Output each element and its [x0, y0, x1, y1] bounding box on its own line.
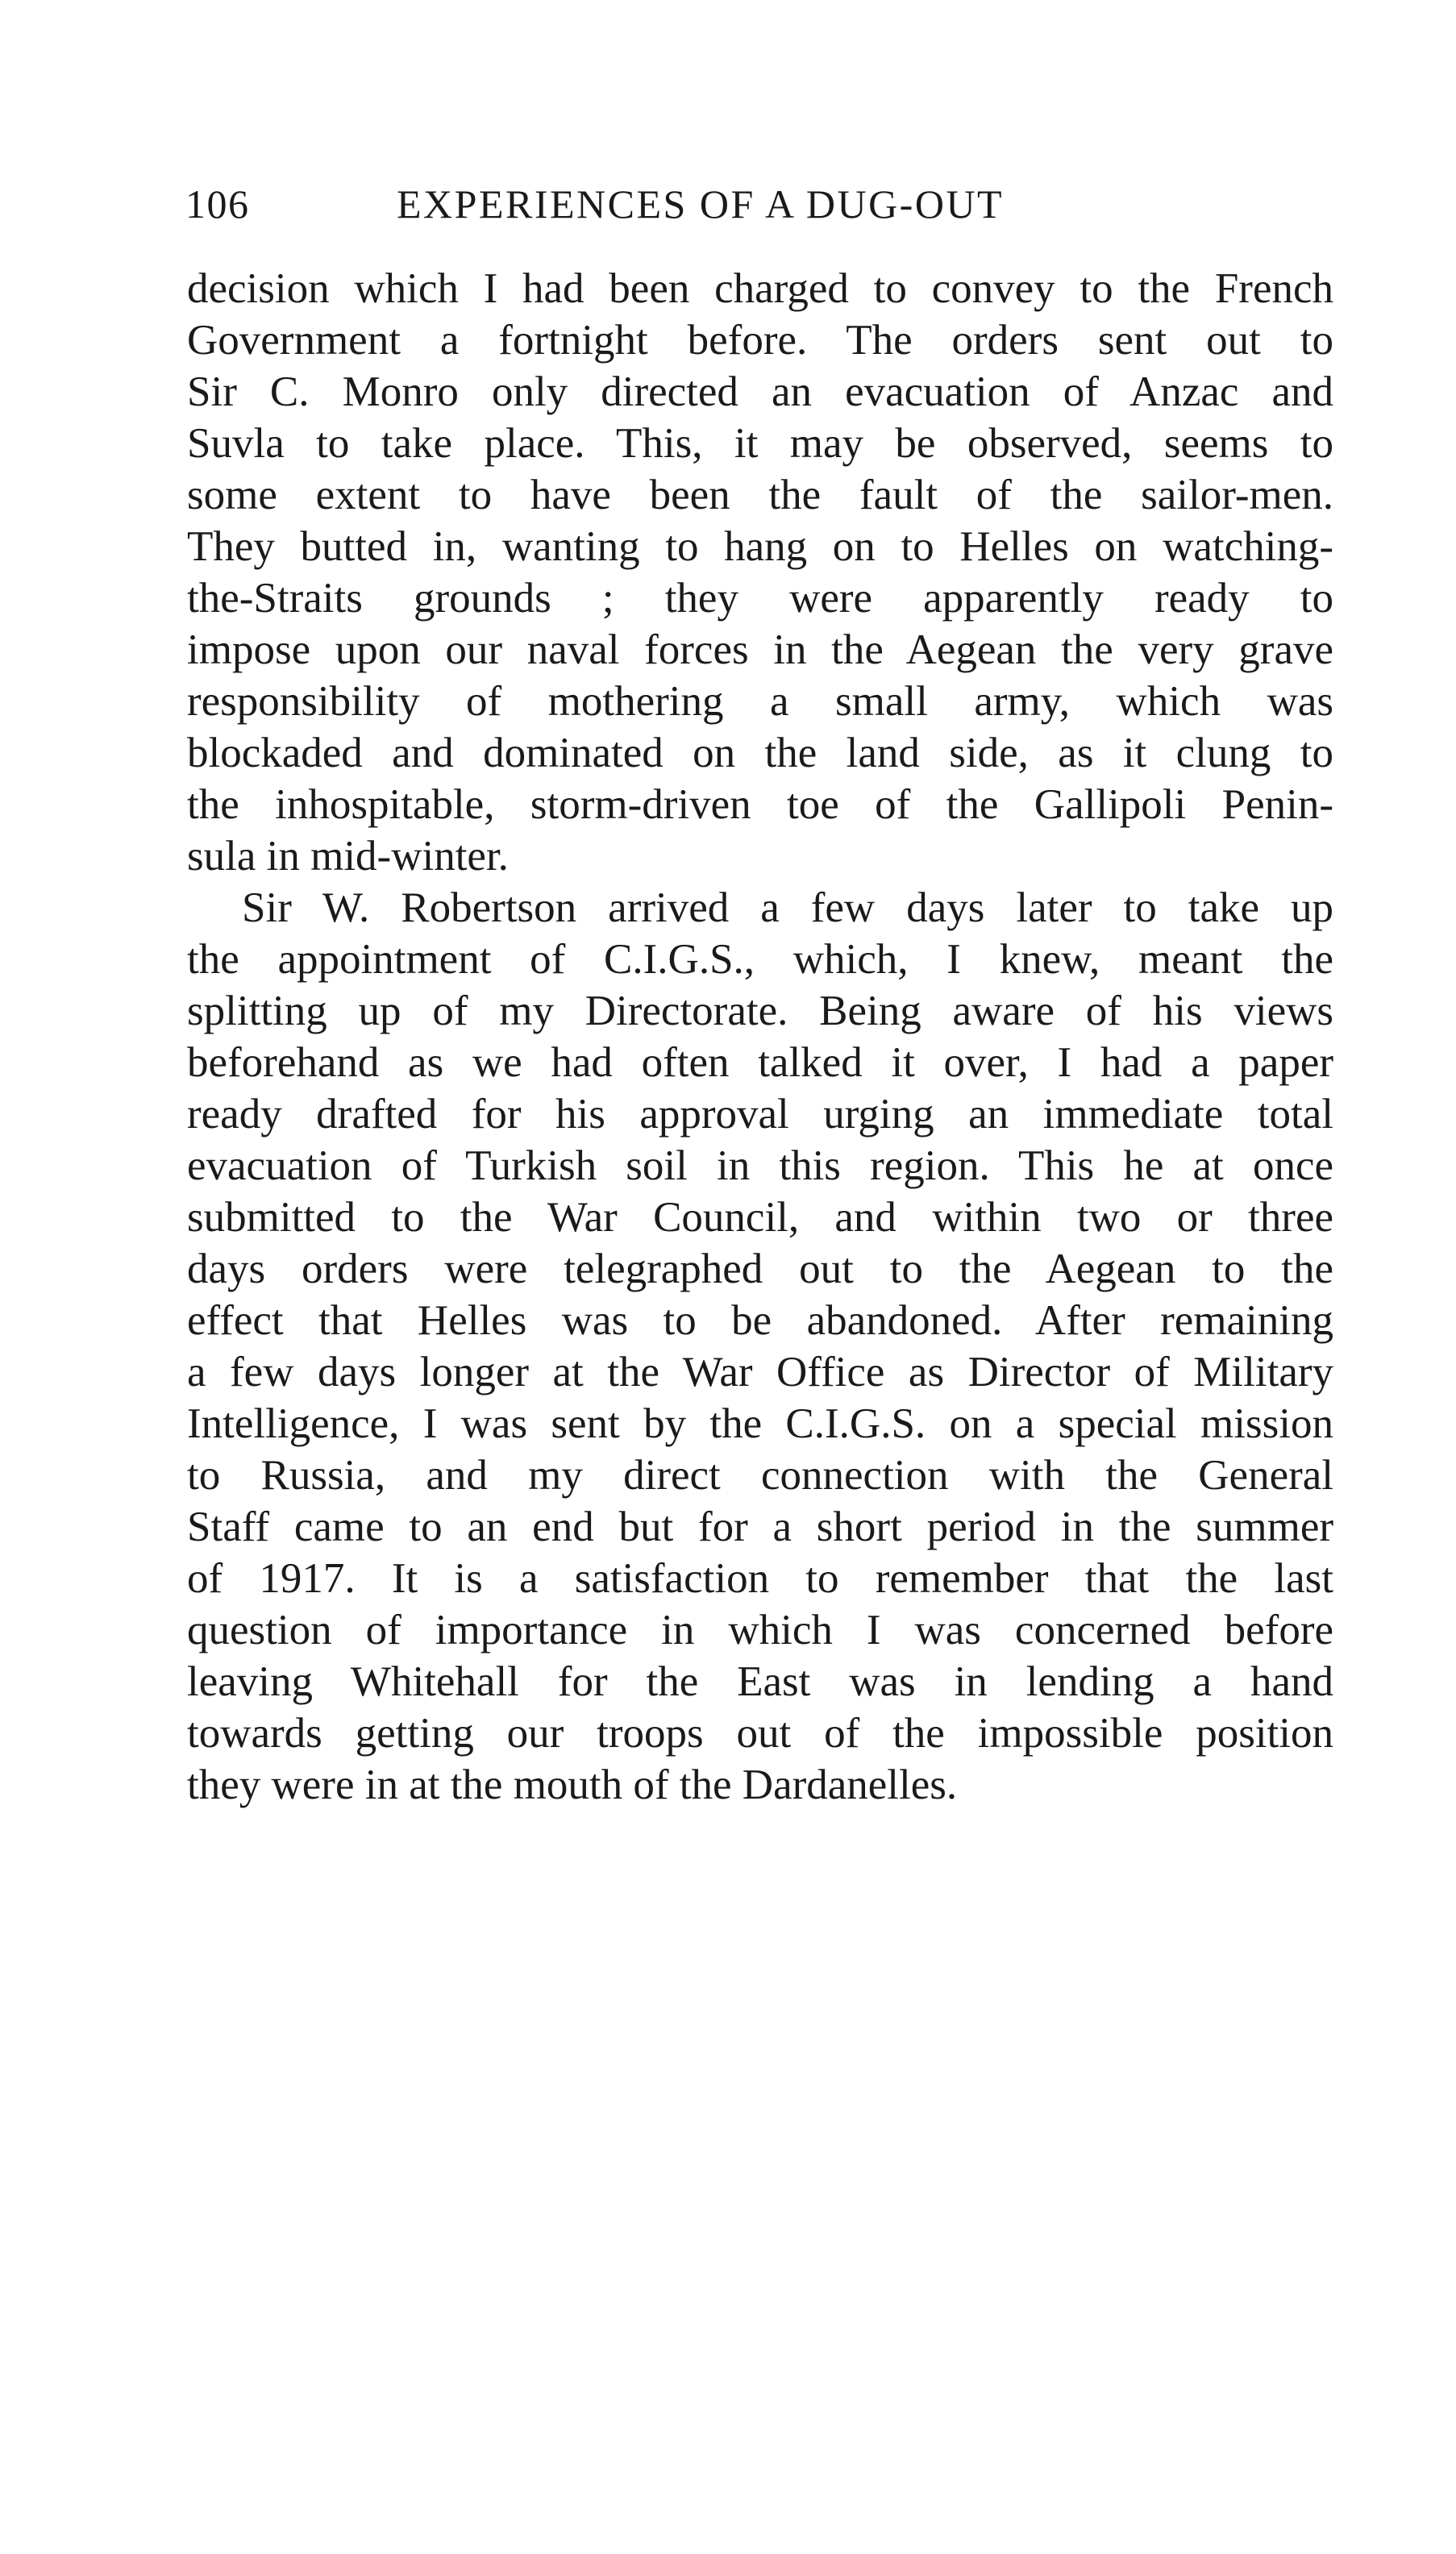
text-line: decision which I had been charged to convey to the French: [187, 265, 1333, 312]
text-line: Staff came to an end but for a short period in the summer: [187, 1504, 1333, 1550]
text-line: submitted to the War Council, and within two or three: [187, 1194, 1333, 1241]
text-line: the inhospitable, storm-driven toe of the Gallipoli Penin-: [187, 781, 1333, 828]
text-line: a few days longer at the War Office as Director of Military: [187, 1349, 1333, 1396]
running-head: [185, 176, 1346, 232]
text-line: responsibility of mothering a small army, which was: [187, 678, 1333, 725]
text-line: days orders were telegraphed out to the Aegean to the: [187, 1246, 1333, 1292]
text-line: Sir C. Monro only directed an evacuation of Anzac and: [187, 368, 1333, 415]
text-line: Government a fortnight before. The orders sent out to: [187, 317, 1333, 364]
body-text: [187, 263, 1333, 1811]
text-line: some extent to have been the fault of the sailor-men.: [187, 472, 1333, 518]
text-line: to Russia, and my direct connection with the General: [187, 1452, 1333, 1499]
text-line: Intelligence, I was sent by the C.I.G.S. on a special mission: [187, 1400, 1333, 1447]
text-line: the-Straits grounds ; they were apparently ready to: [187, 575, 1333, 622]
text-line: leaving Whitehall for the East was in lending a hand: [187, 1658, 1333, 1705]
text-line: blockaded and dominated on the land side, as it clung to: [187, 730, 1333, 776]
text-line: effect that Helles was to be abandoned. After remaining: [187, 1297, 1333, 1344]
text-line: beforehand as we had often talked it over, I had a paper: [187, 1039, 1333, 1086]
text-line: ready drafted for his approval urging an immediate total: [187, 1091, 1333, 1138]
text-line: They butted in, wanting to hang on to Helles on watching-: [187, 523, 1333, 570]
text-line: towards getting our troops out of the impossible position: [187, 1710, 1333, 1757]
text-line: question of importance in which I was concerned before: [187, 1607, 1333, 1653]
text-line: Sir W. Robertson arrived a few days later to take up: [242, 884, 1333, 931]
page-number: 106: [185, 181, 250, 227]
text-line: the appointment of C.I.G.S., which, I knew, meant the: [187, 936, 1333, 983]
text-line: evacuation of Turkish soil in this region. This he at once: [187, 1142, 1333, 1189]
text-line: they were in at the mouth of the Dardanelles.: [187, 1762, 958, 1808]
text-line: sula in mid-winter.: [187, 833, 509, 880]
text-line: of 1917. It is a satisfaction to remember that the last: [187, 1555, 1333, 1602]
text-line: Suvla to take place. This, it may be observed, seems to: [187, 420, 1333, 467]
text-line: splitting up of my Directorate. Being aware of his views: [187, 988, 1333, 1034]
text-line: impose upon our naval forces in the Aegean the very grave: [187, 626, 1333, 673]
running-title: EXPERIENCES OF A DUG-OUT: [397, 181, 1005, 227]
